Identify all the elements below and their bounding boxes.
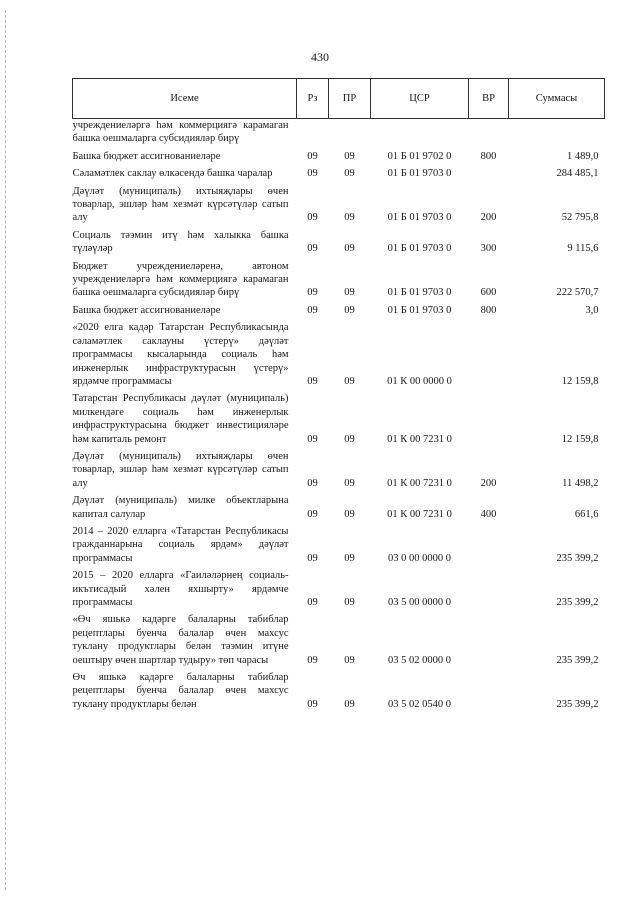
row-name: Бюджет учреждениеләренә, автоном учреждениеләргә һәм коммерциягә карамаган башка оешмаларга субсидияләр бирү <box>72 260 289 299</box>
row-vr: 200 <box>480 477 497 489</box>
row-pr: 09 <box>344 597 355 608</box>
scan-edge-mark <box>5 10 6 890</box>
row-rz: 09 <box>307 508 318 520</box>
row-vr <box>469 613 509 671</box>
row-sum: 235 399,2 <box>556 698 599 710</box>
row-vr <box>469 525 509 569</box>
row-pr: 09 <box>344 212 355 224</box>
row-pr: 09 <box>344 508 355 520</box>
row-name: Социаль тәэмин итү һәм халыкка башка түләүләр <box>72 229 289 255</box>
row-vr: 300 <box>480 243 497 255</box>
row-name: «Өч яшькә кадәрге балаларны табиблар рецептлары буенча балалар өчен махсус туклану продуктлары белән тәэмин итүне оештыру өчен шартлар тудыру» төп чарасы <box>72 614 289 666</box>
row-name: Сәламәтлек саклау өлкәсендә башка чаралар <box>72 168 273 180</box>
row-rz: 09 <box>307 287 318 299</box>
row-vr: 600 <box>480 287 497 299</box>
table-row <box>73 392 605 450</box>
row-rz: 09 <box>307 150 318 162</box>
row-rz: 09 <box>307 597 318 608</box>
row-csr: 03 5 02 0000 0 <box>388 654 451 666</box>
row-sum: 12 159,8 <box>561 375 599 387</box>
row-sum: 222 570,7 <box>556 287 599 299</box>
row-pr: 09 <box>344 654 355 666</box>
row-rz: 09 <box>307 375 318 387</box>
row-rz: 09 <box>307 654 318 666</box>
row-csr: 03 5 02 0540 0 <box>388 698 451 710</box>
table-row <box>73 150 605 167</box>
row-pr: 09 <box>344 375 355 387</box>
row-vr: 200 <box>480 212 497 224</box>
row-name: Өч яшькә кадәрге балаларны табиблар рецептлары буенча балалар өчен махсус туклану продуктлары белән <box>72 672 289 710</box>
table-row <box>73 569 605 613</box>
column-header-rz: Рз <box>297 79 329 119</box>
row-name: Дәүләт (муниципаль) ихтыяҗлары өчен товарлар, эшләр һәм хезмәт күрсәтүләр сатып алу <box>72 450 289 489</box>
row-pr: 09 <box>344 304 355 316</box>
row-csr: 03 0 00 0000 0 <box>388 552 451 564</box>
row-csr: 01 К 00 7231 0 <box>387 477 452 489</box>
table-row <box>73 260 605 304</box>
row-csr: 01 К 00 7231 0 <box>387 508 452 520</box>
table-row <box>73 185 605 229</box>
row-vr <box>469 119 509 150</box>
budget-table <box>72 78 605 715</box>
table-row <box>73 119 605 150</box>
column-header-pr: ПР <box>329 79 371 119</box>
row-sum: 52 795,8 <box>561 212 599 224</box>
row-name: Башка бюджет ассигнованиеләре <box>72 304 221 316</box>
row-rz <box>297 119 329 150</box>
row-vr: 800 <box>480 304 497 316</box>
row-pr: 09 <box>344 150 355 162</box>
row-rz: 09 <box>307 552 318 564</box>
row-name: Татарстан Республикасы дәүләт (муниципаль) милкендәге социаль һәм инженерлык инфраструктурасына бюджет инвестицияләре һәм капиталь ремонт <box>72 393 289 445</box>
page-number: 430 <box>311 50 329 64</box>
row-name: 2014 – 2020 елларга «Татарстан Республикасы гражданнарына социаль ярдәм» дәүләт программасы <box>72 525 289 564</box>
row-rz: 09 <box>307 433 318 445</box>
row-pr: 09 <box>344 552 355 564</box>
row-sum: 1 489,0 <box>567 150 599 162</box>
row-pr: 09 <box>344 168 355 180</box>
row-sum: 9 115,6 <box>567 243 599 255</box>
row-pr: 09 <box>344 287 355 299</box>
row-sum: 235 399,2 <box>556 597 599 608</box>
row-vr <box>469 167 509 184</box>
row-pr: 09 <box>344 698 355 710</box>
column-header-sum: Суммасы <box>509 79 605 119</box>
row-sum: 11 498,2 <box>562 477 599 489</box>
row-csr: 01 Б 01 9703 0 <box>387 212 452 224</box>
column-header-vr: ВР <box>469 79 509 119</box>
column-header-name: Исеме <box>73 79 297 119</box>
row-rz: 09 <box>307 477 318 489</box>
row-sum: 3,0 <box>585 304 599 316</box>
row-sum: 661,6 <box>574 508 599 520</box>
table-row <box>73 167 605 184</box>
row-name: «2020 елга кадәр Татарстан Республикасында сәламәтлек саклауны үстерү» дәүләт программасы кысаларында социаль һәм инженерлык инфраструктурасын үстерү» ярдәмче программасы <box>72 322 289 387</box>
row-vr: 800 <box>480 150 497 162</box>
table-row <box>73 671 605 715</box>
row-rz: 09 <box>307 243 318 255</box>
table-row <box>73 525 605 569</box>
table-row <box>73 304 605 321</box>
row-rz: 09 <box>307 304 318 316</box>
table-row <box>73 321 605 392</box>
row-sum: 235 399,2 <box>556 654 599 666</box>
row-csr: 01 Б 01 9703 0 <box>387 243 452 255</box>
row-name: Башка бюджет ассигнованиеләре <box>72 150 221 162</box>
row-vr <box>469 569 509 613</box>
table-row <box>73 494 605 525</box>
row-sum: 284 485,1 <box>556 168 599 180</box>
row-rz: 09 <box>307 212 318 224</box>
row-vr: 400 <box>480 508 497 520</box>
row-csr: 01 К 00 7231 0 <box>387 433 452 445</box>
row-pr <box>329 119 371 150</box>
table-row <box>73 229 605 260</box>
table-header-row <box>73 79 605 119</box>
row-sum: 12 159,8 <box>561 433 599 445</box>
row-csr: 01 К 00 0000 0 <box>387 375 452 387</box>
row-pr: 09 <box>344 243 355 255</box>
row-csr: 01 Б 01 9703 0 <box>387 168 452 180</box>
row-vr <box>469 321 509 392</box>
row-csr: 03 5 00 0000 0 <box>388 597 451 608</box>
row-csr: 01 Б 01 9702 0 <box>387 150 452 162</box>
row-pr: 09 <box>344 433 355 445</box>
row-rz: 09 <box>307 168 318 180</box>
row-vr <box>469 392 509 450</box>
row-csr <box>371 119 469 150</box>
row-name: учреждениеләргә һәм коммерциягә карамаган башка оешмаларга субсидияләр бирү <box>72 120 289 145</box>
table-row <box>73 450 605 494</box>
row-sum <box>509 119 605 150</box>
table-row <box>73 613 605 671</box>
row-pr: 09 <box>344 477 355 489</box>
row-vr <box>469 671 509 715</box>
column-header-csr: ЦСР <box>371 79 469 119</box>
row-name: Дәүләт (муниципаль) милке объектларына капитал салулар <box>72 495 289 520</box>
row-rz: 09 <box>307 698 318 710</box>
row-sum: 235 399,2 <box>556 552 599 564</box>
row-name: 2015 – 2020 елларга «Гаиләләрнең социаль-икътисадый хәлен яхшырту» ярдәмче программасы <box>72 570 289 608</box>
row-csr: 01 Б 01 9703 0 <box>387 287 452 299</box>
row-csr: 01 Б 01 9703 0 <box>387 304 452 316</box>
row-name: Дәүләт (муниципаль) ихтыяҗлары өчен товарлар, эшләр һәм хезмәт күрсәтүләр сатып алу <box>72 185 289 224</box>
